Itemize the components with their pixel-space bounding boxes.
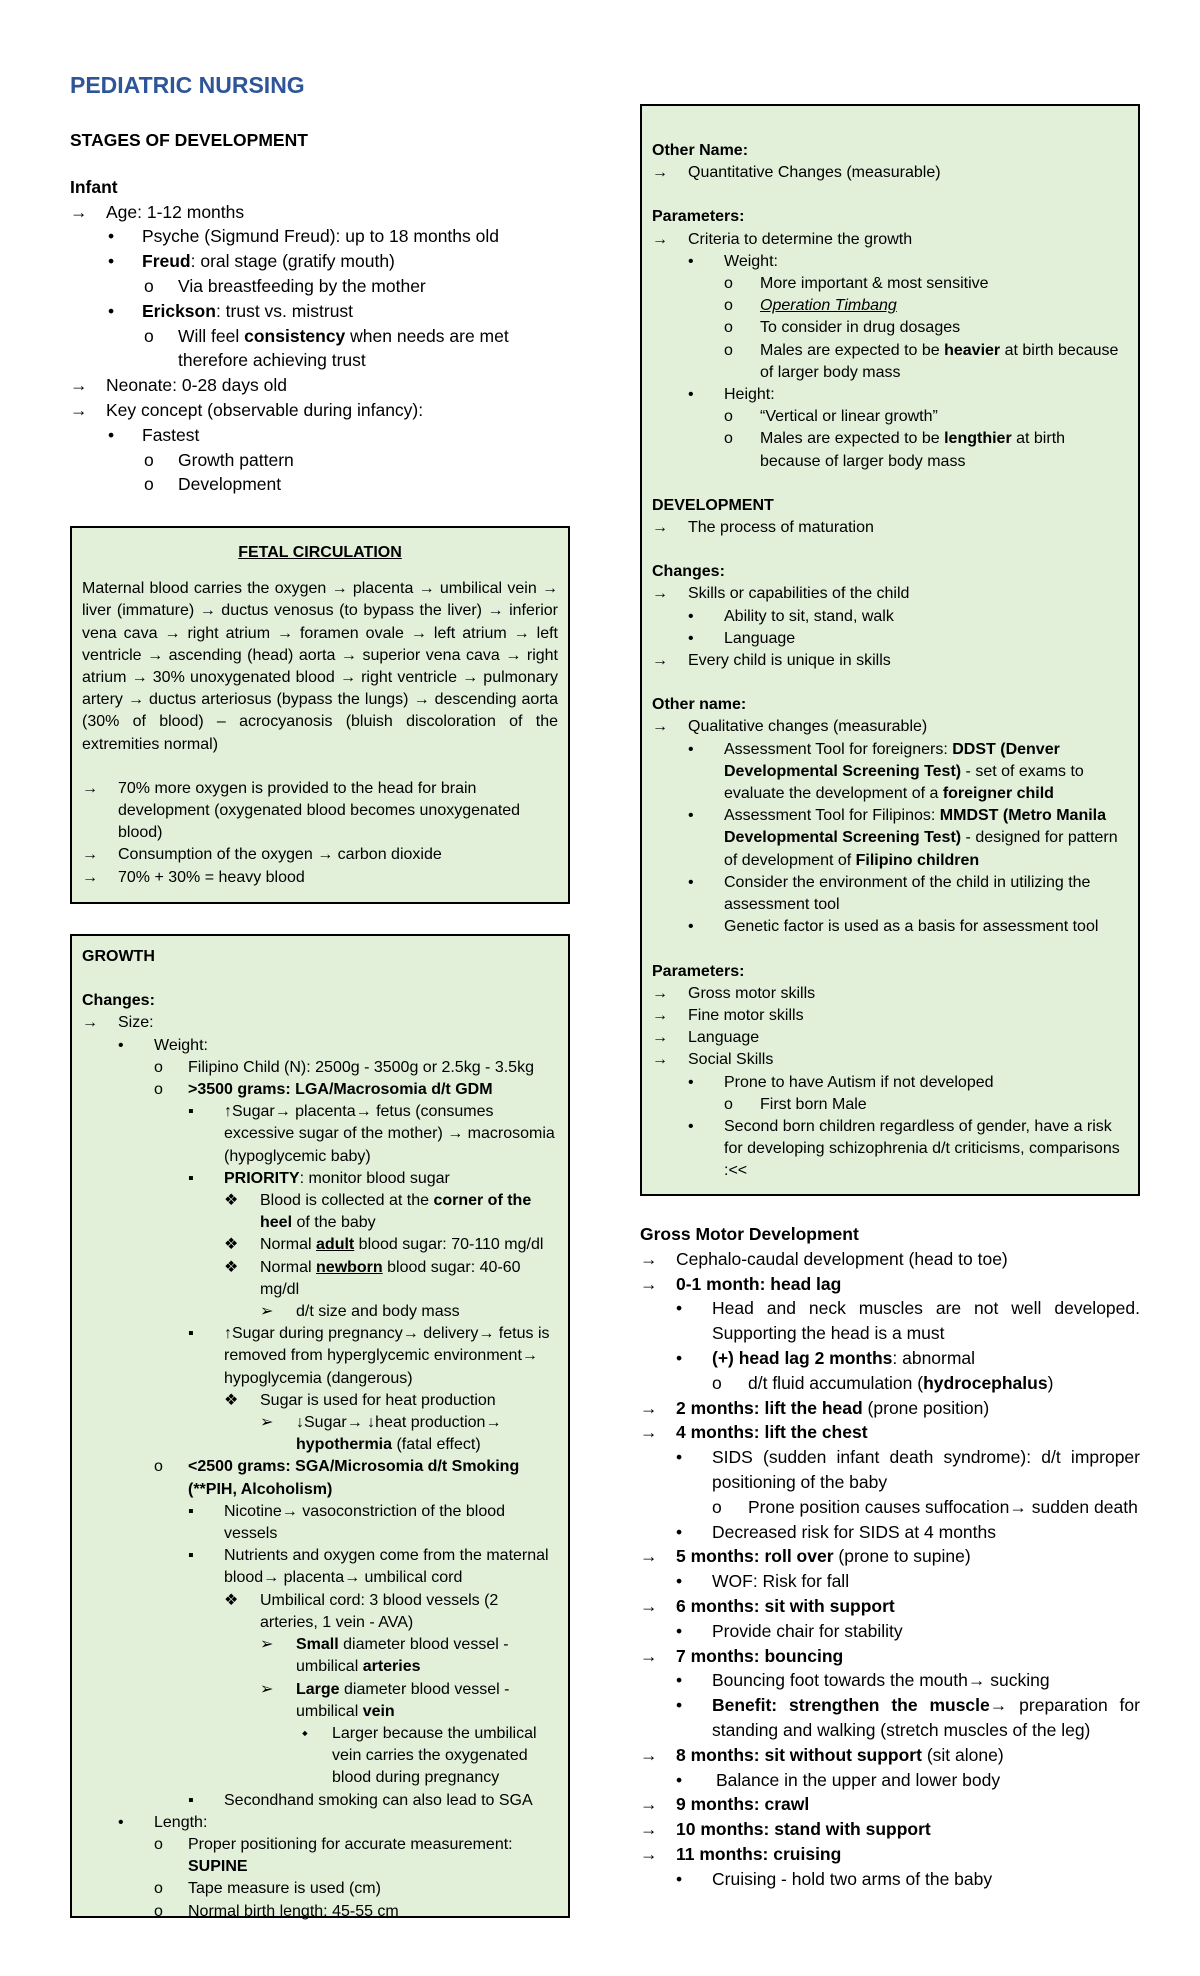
- arrow-icon: →: [82, 779, 98, 797]
- list-item: → Cephalo-caudal development (head to toe): [640, 1247, 1140, 1272]
- square-icon: ▪: [188, 1103, 194, 1121]
- list-item: • Freud: oral stage (gratify mouth): [70, 249, 570, 274]
- list-item: o First born Male: [652, 1094, 1128, 1116]
- circle-icon: o: [724, 319, 733, 337]
- list-item: → Gross motor skills: [652, 983, 1128, 1005]
- list-item: o “Vertical or linear growth”: [652, 406, 1128, 428]
- arrow-icon: →: [70, 399, 88, 420]
- arrow-icon: →: [82, 846, 98, 864]
- chevron-icon: ➢: [260, 1680, 274, 1698]
- list-item: o Prone position causes suffocation→ sudden death: [640, 1495, 1140, 1520]
- circle-icon: o: [724, 297, 733, 315]
- list-item: therefore achieving trust: [178, 350, 366, 371]
- bullet-icon: •: [688, 873, 694, 891]
- circle-icon: o: [724, 430, 733, 448]
- arrow-icon: →: [82, 1014, 98, 1032]
- arrow-icon: →: [82, 868, 98, 886]
- bullet-icon: •: [118, 1036, 124, 1054]
- list-item: ▪ Nicotine→ vasoconstriction of the blood vessels: [188, 1502, 506, 1543]
- arrow-icon: →: [640, 1248, 658, 1269]
- bullet-icon: •: [688, 629, 694, 647]
- list-item: ❖ Normal adult blood sugar: 70-110 mg/dl: [82, 1234, 558, 1256]
- list-item: → Social Skills: [652, 1049, 1128, 1071]
- arrow-icon: →: [70, 201, 88, 222]
- circle-icon: o: [724, 408, 733, 426]
- list-item: • Fastest: [70, 423, 570, 448]
- list-item: o More important & most sensitive: [652, 273, 1128, 295]
- bullet-icon: •: [676, 1447, 683, 1468]
- list-item: • Language: [652, 628, 1128, 650]
- parameters-label: Parameters:: [652, 962, 745, 980]
- list-item: • Weight:: [82, 1035, 558, 1057]
- list-item: ❖ Sugar is used for heat production: [82, 1390, 558, 1412]
- list-item: ▪ Nutrients and oxygen come from the maternal blood→ placenta→ umbilical cord: [188, 1547, 549, 1587]
- list-item: ▪ PRIORITY: monitor blood sugar: [82, 1168, 558, 1190]
- list-item: o Will feel consistency when needs are met: [70, 324, 570, 349]
- arrow-icon: →: [640, 1422, 658, 1443]
- list-item: o Males are expected to be lengthier at birth because of larger body mass: [724, 430, 1066, 470]
- bullet-icon: •: [688, 740, 694, 758]
- list-item: • Second born children regardless of gender, have a risk for developing schizophrenia d/t criticisms, comparisons :<<: [688, 1117, 1120, 1180]
- arrow-icon: →: [652, 230, 668, 248]
- list-item: ▪ ↑Sugar during pregnancy→ delivery→ fetus is removed from hyperglycemic environment→ hypoglycemia (dangerous): [188, 1325, 550, 1387]
- list-item: o Filipino Child (N): 2500g - 3500g or 2.5kg - 3.5kg: [82, 1057, 558, 1079]
- list-item: o Operation Timbang: [652, 295, 1128, 317]
- list-item: • Prone to have Autism if not developed: [652, 1072, 1128, 1094]
- circle-icon: o: [724, 1095, 733, 1113]
- list-item: → Neonate: 0-28 days old: [70, 373, 570, 398]
- arrow-icon: →: [70, 375, 88, 396]
- bullet-icon: •: [108, 251, 115, 272]
- circle-icon: o: [724, 341, 733, 359]
- other-name-label: Other Name:: [652, 142, 749, 159]
- list-item: o <2500 grams: SGA/Microsomia d/t Smoking (**PIH, Alcoholism): [154, 1458, 520, 1498]
- square-icon: ▪: [188, 1325, 194, 1343]
- list-item: • Assessment Tool for foreigners: DDST (Denver Developmental Screening Test) - set of exams to evaluate the development of a foreigner child: [688, 740, 1084, 803]
- square-icon: ▪: [188, 1791, 194, 1809]
- chevron-icon: ➢: [260, 1414, 274, 1432]
- bullet-icon: •: [676, 1298, 683, 1319]
- bullet-icon: •: [108, 226, 115, 247]
- arrow-icon: →: [652, 1051, 668, 1069]
- stages-heading: STAGES OF DEVELOPMENT: [70, 130, 308, 150]
- list-item: → Skills or capabilities of the child: [652, 583, 1128, 605]
- list-item: → 70% + 30% = heavy blood: [82, 867, 558, 889]
- list-item: • (+) head lag 2 months: abnormal: [640, 1346, 1140, 1371]
- list-item: → Every child is unique in skills: [652, 650, 1128, 672]
- arrow-icon: →: [652, 585, 668, 603]
- list-item: → 10 months: stand with support: [640, 1817, 1140, 1842]
- bullet-icon: •: [676, 1347, 683, 1368]
- list-item: o Tape measure is used (cm): [82, 1878, 558, 1900]
- list-item: → 9 months: crawl: [640, 1792, 1140, 1817]
- arrow-icon: →: [640, 1645, 658, 1666]
- fetal-title: FETAL CIRCULATION: [238, 544, 402, 561]
- list-item: • Erickson: trust vs. mistrust: [70, 299, 570, 324]
- list-item: ➢ d/t size and body mass: [82, 1301, 558, 1323]
- list-item: → 0-1 month: head lag: [640, 1272, 1140, 1297]
- list-item: → 70% more oxygen is provided to the head for brain development (oxygenated blood becomes unoxygenated blood): [82, 779, 521, 842]
- bullet-icon: •: [688, 1117, 694, 1135]
- list-item: • SIDS (sudden infant death syndrome): d/t improper positioning of the baby: [676, 1447, 1140, 1492]
- list-item: ❖ Blood is collected at the corner of the heel of the baby: [224, 1192, 532, 1232]
- circle-icon: o: [154, 1880, 163, 1898]
- bullet-icon: •: [688, 607, 694, 625]
- square-icon: ▪: [188, 1502, 194, 1520]
- list-item: • WOF: Risk for fall: [640, 1569, 1140, 1594]
- list-item: o >3500 grams: LGA/Macrosomia d/t GDM: [82, 1079, 558, 1101]
- bullet-icon: •: [676, 1670, 683, 1691]
- development-heading: DEVELOPMENT: [652, 496, 774, 514]
- circle-icon: o: [712, 1496, 722, 1517]
- bullet-icon: •: [688, 252, 694, 270]
- circle-icon: o: [144, 325, 154, 346]
- list-item: → Key concept (observable during infancy):: [70, 398, 570, 423]
- bullet-icon: •: [676, 1521, 683, 1542]
- list-item: ▪ ↑Sugar→ placenta→ fetus (consumes excessive sugar of the mother) → macrosomia (hypoglycemic baby): [188, 1103, 555, 1165]
- gross-motor-heading: Gross Motor Development: [640, 1224, 859, 1244]
- gross-motor-section: [640, 1222, 1140, 1892]
- circle-icon: o: [144, 449, 154, 470]
- list-item: • Decreased risk for SIDS at 4 months: [640, 1520, 1140, 1545]
- changes-label: Changes:: [82, 992, 155, 1010]
- changes-label: Changes:: [652, 563, 725, 581]
- list-item: o To consider in drug dosages: [652, 317, 1128, 339]
- list-item: → 11 months: cruising: [640, 1842, 1140, 1867]
- circle-icon: o: [154, 1458, 163, 1476]
- list-item: o Growth pattern: [70, 448, 570, 473]
- arrow-icon: →: [640, 1843, 658, 1864]
- page-title: PEDIATRIC NURSING: [70, 72, 305, 98]
- list-item: → 4 months: lift the chest: [640, 1420, 1140, 1445]
- list-item: → Fine motor skills: [652, 1005, 1128, 1027]
- fetal-paragraph: Maternal blood carries the oxygen → placenta → umbilical vein → liver (immature) → ductus venosus (to bypass the liver) → inferior vena cava → right atrium → foramen ovale → left atrium → left ventricle → ascending (head) aorta → superior vena cava → right atrium → 30% unoxygenated blood → right ventricle → pulmonary artery → ductus arteriosus (bypass the lungs) → descending aorta (30% of blood) – acrocyanosis (bluish discoloration of the extremities normal): [82, 580, 558, 753]
- arrow-icon: →: [640, 1744, 658, 1765]
- arrow-icon: →: [640, 1595, 658, 1616]
- circle-icon: o: [154, 1902, 163, 1920]
- list-item: • Benefit: strengthen the muscle→ preparation for standing and walking (stretch muscles of the leg): [676, 1695, 1140, 1740]
- list-item: o Via breastfeeding by the mother: [70, 274, 570, 299]
- bullet-icon: •: [108, 300, 115, 321]
- bullet-icon: •: [688, 1073, 694, 1091]
- list-item: → Language: [652, 1027, 1128, 1049]
- circle-icon: o: [144, 474, 154, 495]
- circle-icon: o: [144, 275, 154, 296]
- bullet-icon: •: [108, 424, 115, 445]
- bullet-icon: •: [688, 807, 694, 825]
- parameters-label: Parameters:: [652, 208, 745, 226]
- list-item: o Males are expected to be heavier at birth because of larger body mass: [724, 341, 1119, 381]
- diamond-icon: ❖: [224, 1192, 239, 1210]
- arrow-icon: →: [640, 1273, 658, 1294]
- arrow-icon: →: [640, 1819, 658, 1840]
- list-item: ➢ Large diameter blood vessel - umbilical vein: [260, 1680, 510, 1720]
- list-item: • Bouncing foot towards the mouth→ sucking: [640, 1668, 1140, 1693]
- list-item: • Ability to sit, stand, walk: [652, 606, 1128, 628]
- list-item: o Normal birth length: 45-55 cm: [82, 1901, 558, 1923]
- list-item: → Criteria to determine the growth: [652, 229, 1128, 251]
- growth-heading: GROWTH: [82, 948, 155, 965]
- list-item: ❖ Normal newborn blood sugar: 40-60 mg/dl: [224, 1258, 521, 1298]
- fetal-circulation-box: [70, 526, 570, 904]
- arrow-icon: →: [652, 1006, 668, 1024]
- square-icon: ▪: [188, 1169, 194, 1187]
- arrow-icon: →: [640, 1794, 658, 1815]
- dot-icon: ⬩: [302, 1724, 308, 1742]
- arrow-icon: →: [652, 519, 668, 537]
- bullet-icon: •: [676, 1868, 683, 1889]
- square-icon: ▪: [188, 1547, 194, 1565]
- list-item: o d/t fluid accumulation (hydrocephalus): [640, 1371, 1140, 1396]
- infant-section: [70, 128, 570, 497]
- chevron-icon: ➢: [260, 1303, 274, 1321]
- list-item: o Development: [70, 472, 570, 497]
- arrow-icon: →: [652, 718, 668, 736]
- arrow-icon: →: [640, 1546, 658, 1567]
- diamond-icon: ❖: [224, 1236, 239, 1254]
- list-item: • Genetic factor is used as a basis for assessment tool: [652, 916, 1128, 938]
- circle-icon: o: [724, 275, 733, 293]
- arrow-icon: →: [640, 1397, 658, 1418]
- circle-icon: o: [154, 1081, 163, 1099]
- list-item: ▪ Secondhand smoking can also lead to SGA: [82, 1790, 558, 1812]
- list-item: • Psyche (Sigmund Freud): up to 18 months old: [70, 224, 570, 249]
- list-item: → 7 months: bouncing: [640, 1644, 1140, 1669]
- list-item: → 5 months: roll over (prone to supine): [640, 1544, 1140, 1569]
- list-item: → The process of maturation: [652, 517, 1128, 539]
- arrow-icon: →: [652, 1029, 668, 1047]
- list-item: • Provide chair for stability: [640, 1619, 1140, 1644]
- infant-heading: Infant: [70, 176, 118, 197]
- list-item: • Weight:: [652, 251, 1128, 273]
- growth-development-box: [640, 104, 1140, 1196]
- list-item: • Height:: [652, 384, 1128, 406]
- list-item: o Proper positioning for accurate measurement: SUPINE: [154, 1835, 513, 1876]
- list-item: → Age: 1-12 months: [70, 200, 570, 225]
- bullet-icon: •: [676, 1695, 683, 1716]
- diamond-icon: ❖: [224, 1391, 239, 1409]
- list-item: ➢ ↓Sugar→ ↓heat production→ hypothermia (fatal effect): [260, 1414, 502, 1454]
- bullet-icon: •: [688, 918, 694, 936]
- list-item: → Qualitative changes (measurable): [652, 716, 1128, 738]
- list-item: ⬩ Larger because the umbilical vein carries the oxygenated blood during pregnancy: [302, 1724, 537, 1787]
- list-item: ➢ Small diameter blood vessel - umbilical arteries: [260, 1636, 509, 1676]
- list-item: → 2 months: lift the head (prone position): [640, 1396, 1140, 1421]
- chevron-icon: ➢: [260, 1636, 274, 1654]
- bullet-icon: •: [688, 386, 694, 404]
- arrow-icon: →: [652, 652, 668, 670]
- bullet-icon: •: [676, 1769, 683, 1790]
- bullet-icon: •: [118, 1813, 124, 1831]
- list-item: • Balance in the upper and lower body: [640, 1768, 1140, 1793]
- arrow-icon: →: [652, 984, 668, 1002]
- other-name-label: Other name:: [652, 696, 747, 714]
- list-item: • Length:: [82, 1812, 558, 1834]
- list-item: • Assessment Tool for Filipinos: MMDST (Metro Manila Developmental Screening Test) - designed for pattern of development of Filipino children: [688, 807, 1118, 869]
- list-item: → 8 months: sit without support (sit alone): [640, 1743, 1140, 1768]
- bullet-icon: •: [676, 1620, 683, 1641]
- list-item: • Head and neck muscles are not well developed. Supporting the head is a must: [676, 1298, 1140, 1344]
- list-item: • Consider the environment of the child in utilizing the assessment tool: [688, 873, 1091, 914]
- diamond-icon: ❖: [224, 1591, 239, 1609]
- circle-icon: o: [154, 1058, 163, 1076]
- growth-box: [70, 934, 570, 1918]
- list-item: • Cruising - hold two arms of the baby: [640, 1867, 1140, 1892]
- list-item: → Consumption of the oxygen → carbon dioxide: [82, 844, 558, 866]
- list-item: → 6 months: sit with support: [640, 1594, 1140, 1619]
- arrow-icon: →: [652, 164, 668, 182]
- diamond-icon: ❖: [224, 1258, 239, 1276]
- circle-icon: o: [712, 1372, 722, 1393]
- bullet-icon: •: [676, 1571, 683, 1592]
- list-item: → Size:: [82, 1012, 558, 1034]
- list-item: ❖ Umbilical cord: 3 blood vessels (2 arteries, 1 vein - AVA): [224, 1591, 499, 1631]
- list-item: → Quantitative Changes (measurable): [652, 162, 1128, 184]
- circle-icon: o: [154, 1835, 163, 1853]
